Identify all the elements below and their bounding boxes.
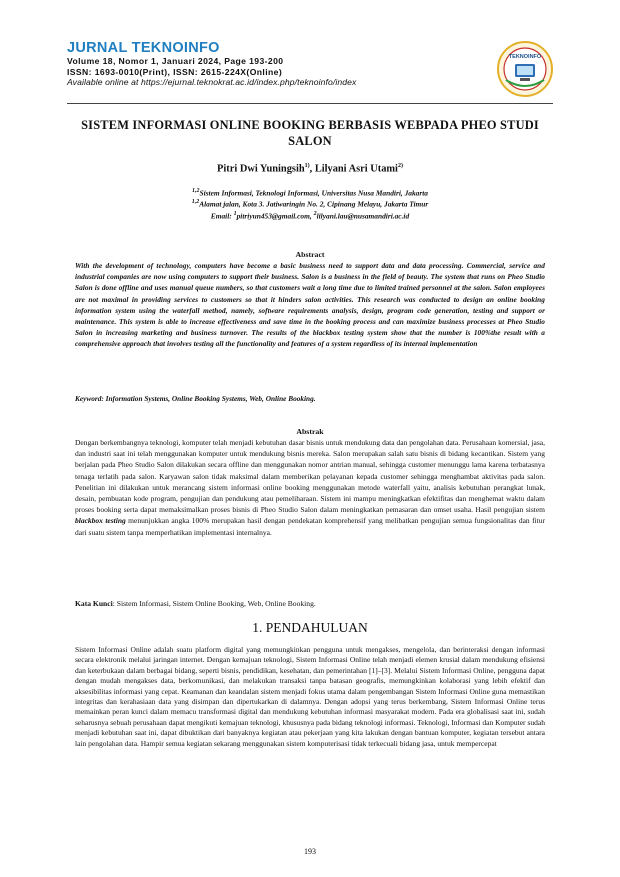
- author-separator: ,: [309, 163, 315, 175]
- email-1[interactable]: pitriyun453@gmail.com,: [236, 211, 314, 220]
- affiliations: [70, 187, 550, 221]
- author-1-sup: 1): [304, 163, 310, 169]
- email-2[interactable]: lilyani.lau@nusamandiri.ac.id: [316, 211, 410, 220]
- available-online-link[interactable]: Available online at https://ejurnal.teknokrat.ac.id/index.php/teknoinfo/index: [67, 77, 357, 87]
- affiliation-line-1: [70, 187, 550, 198]
- section-heading-pendahuluan: 1. PENDAHULUAN: [252, 620, 368, 635]
- authors: [70, 163, 550, 174]
- affiliation-1-text: Sistem Informasi, Teknologi Informasi, Universitas Nusa Mandiri, Jakarta: [199, 188, 428, 198]
- email-1-sup: 1: [233, 210, 237, 217]
- keywords-indonesian: [75, 598, 545, 609]
- abstrak-bold-term: blackbox testing: [75, 516, 126, 526]
- abstract-indonesian: [75, 437, 545, 538]
- kata-kunci-text: : Sistem Informasi, Sistem Online Booking, Web, Online Booking.: [112, 599, 316, 608]
- page-number: 193: [304, 847, 316, 856]
- keywords-english: [75, 393, 545, 404]
- keywords-text: : Information Systems, Online Booking Systems, Web, Online Booking.: [101, 394, 316, 403]
- volume-line: Volume 18, Nomor 1, Januari 2024, Page 193-200: [67, 56, 284, 66]
- issn-line: ISSN: 1693-0010(Print), ISSN: 2615-224X(Online): [67, 66, 283, 77]
- abstrak-text-b: menunjukkan angka 100% merupakan hasil dengan pendekatan komprehensif yang melibatkan pengujian semua fungsionalitas dan fitur dari suatu sistem tanpa memperhatikan implementasi internalnya.: [75, 516, 545, 537]
- journal-header: [67, 40, 487, 88]
- email-2-sup: 2: [313, 210, 317, 217]
- journal-name: JURNAL TEKNOINFO: [67, 40, 220, 56]
- email-line: [70, 210, 550, 221]
- paper-title: SISTEM INFORMASI ONLINE BOOKING BERBASIS WEBPADA PHEO STUDI SALON: [81, 118, 539, 148]
- abstrak-heading: Abstrak: [296, 427, 324, 436]
- abstract-english: With the development of technology, computers have become a basic business need to support data and data processing. Commercial, service and industrial companies are now using computers to support their business. Salon is a business in the field of beauty. The system that runs on Pheo Studio Salon is done offline and uses manual queue numbers, so that customers wait a long time due to limited trained personnel at the salon. Salon employees are not maximal in providing services to customers so that it hinders salon activities. This research was conducted to design an online booking information system using the waterfall method, namely, software requirements analysis, design, program code generation, testing and support or maintenance. This system is able to increase effectiveness and save time in the booking process and can maximize business processes at Pheo Studio Salon in increasing marketing and business turnover. The results of the blackbox testing system show that the number is 100%the result with a comprehensive approach that involves testing all the functionality and features of a system regardless of its internal implementation: [75, 261, 545, 349]
- header-divider: [67, 103, 553, 104]
- email-prefix: Email:: [210, 211, 234, 220]
- abstrak-text-a: Dengan berkembangnya teknologi, komputer telah menjadi kebutuhan dasar bisnis untuk mendukung data dan pengolahan data. Perusahaan komersial, jasa, dan industri saat ini telah menggunakan komputer untuk mendukung bisnis mereka. Salon merupakan salah satu bisnis di bidang kecantikan. Sistem yang berjalan pada Pheo Studio Salon dilakukan secara offline dan menggunakan nomor antrian manual, sehingga customer menunggu lama karena terbatasnya tenaga terlatih pada salon. Karyawan salon tidak maksimal dalam memberikan pelayanan kepada customer sehingga menghambat aktivitas pada salon. Penelitian ini dilakukan untuk merancang sistem informasi online booking menggunakan metode waterfall yaitu, analisis kebutuhan perangkat lunak, desain, pembuatan kode program, pengujian dan pendukung atau pemeliharaan. Sistem ini mampu meningkatkan efektifitas dan menghemat waktu dalam proses booking serta dapat memaksimalkan proses bisnis di Pheo Studio Salon dalam meningkatkan pemasaran dan omset usaha. Hasil pengujian sistem: [75, 438, 545, 515]
- author-2-sup: 2): [397, 163, 403, 169]
- affiliation-line-2: [70, 198, 550, 209]
- kata-kunci-label: Kata Kunci: [75, 599, 113, 608]
- logo-text: TEKNOINFO: [508, 54, 542, 60]
- affiliation-2-text: Alamat jalan, Kota 3. Jatiwaringin No. 2, Cipinang Melayu, Jakarta Timur: [199, 199, 429, 209]
- keywords-label: Keyword: [75, 394, 102, 403]
- affiliation-1-sup: 1,2: [192, 188, 200, 194]
- intro-paragraph: Sistem Informasi Online adalah suatu platform digital yang memungkinkan pengguna untuk mengakses, mengelola, dan berinteraksi dengan informasi secara elektronik melalui jaringan internet. Dengan kemajuan teknologi, Sistem Informasi Online telah menjadi elemen krusial dalam mendukung efisiensi dan keterbukaan dalam berbagai bidang, seperti bisnis, pendidikan, kesehatan, dan pemerintahan [1]–[3]. Melalui Sistem Informasi Online, pengguna dapat dengan mudah mengakses data, berkomunikasi, dan melakukan transaksi tanpa batasan geografis, memungkinkan kolaborasi yang lebih efektif dan aksesibilitas informasi yang cepat. Keamanan dan keandalan sistem menjadi fokus utama dalam pengembangan Sistem Informasi Online guna memastikan integritas dan kerahasiaan data yang disimpan dan dipertukarkan di dalamnya. Dengan adopsi yang terus berkembang, Sistem Informasi Online terus memainkan peran kunci dalam memacu transformasi digital dan mendukung kebutuhan informasi masyarakat modern. Pada era globalisasi saat ini, sudah seharusnya sebuah perusahaan dapat mengikuti kemajuan teknologi, khususnya pada bidang teknologi informasi. Teknologi, Informasi dan Komputer sudah menjadi kebutuhan saat ini, dapat dibuktikan dari banyaknya kegiatan atau pekerjaan yang kita lakukan dengan bantuan komputer, kegiatan tersebut antara lain pengolahan data. Hampir semua kegiatan sekarang menggunakan sistem komputerisasi tidak terkecuali bidang jasa, untuk mempercepat: [75, 645, 545, 748]
- author-1: Pitri Dwi Yuningsih: [217, 163, 305, 175]
- author-2: Lilyani Asri Utami: [314, 163, 398, 175]
- abstract-heading: Abstract: [295, 250, 325, 259]
- affiliation-2-sup: 1,2: [191, 199, 200, 206]
- journal-logo-icon: [496, 40, 554, 98]
